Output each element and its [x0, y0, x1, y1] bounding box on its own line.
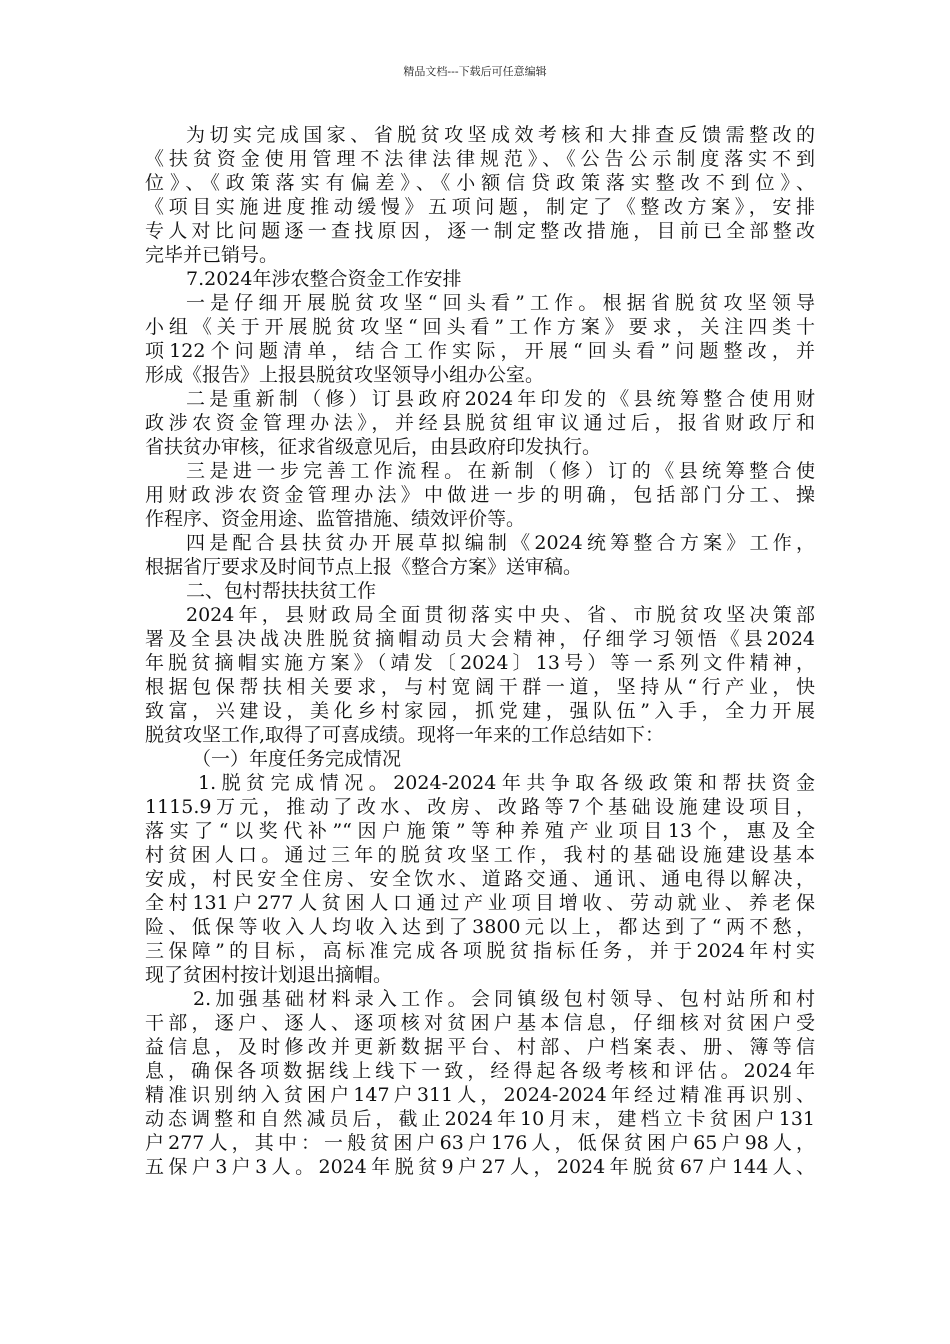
- text-line: 三保障”的目标，高标准完成各项脱贫指标任务，并于2024年村实: [145, 940, 815, 962]
- text-line: 五保户3户3人。2024年脱贫9户27人，2024年脱贫67户144人、: [145, 1156, 815, 1178]
- text-line: 根据包保帮扶相关要求，与村宽阔干群一道，坚持从“行产业，快: [145, 676, 815, 698]
- text-line: 专人对比问题逐一查找原因，逐一制定整改措施，目前已全部整改: [145, 220, 815, 242]
- text-line: 省扶贫办审核，征求省级意见后，由县政府印发执行。: [145, 436, 602, 458]
- text-line: 精准识别纳入贫困户147户311人，2024-2024年经过精准再识别、: [145, 1084, 815, 1106]
- text-line: 年脱贫摘帽实施方案》（靖发〔2024〕13号）等一系列文件精神，: [145, 652, 815, 674]
- text-line: 干部，逐户、逐人、逐项核对贫困户基本信息，仔细核对贫困户受: [145, 1012, 815, 1034]
- text-line: 全村131户277人贫困人口通过产业项目增收、劳动就业、养老保: [145, 892, 815, 914]
- text-line: 2.加强基础材料录入工作。会同镇级包村领导、包村站所和村: [193, 988, 815, 1010]
- text-line: 作程序、资金用途、监管措施、绩效评价等。: [145, 508, 526, 530]
- text-line: 2024年，县财政局全面贯彻落实中央、省、市脱贫攻坚决策部: [186, 604, 815, 626]
- text-line: 用财政涉农资金管理办法》中做进一步的明确，包括部门分工、操: [145, 484, 815, 506]
- text-line: 为切实完成国家、省脱贫攻坚成效考核和大排查反馈需整改的: [186, 124, 815, 146]
- text-line: （一）年度任务完成情况: [192, 748, 402, 770]
- text-line: 《项目实施进度推动缓慢》五项问题，制定了《整改方案》，安排: [145, 196, 815, 218]
- text-line: 1115.9万元，推动了改水、改房、改路等7个基础设施建设项目，: [145, 796, 815, 818]
- text-line: 形成《报告》上报县脱贫攻坚领导小组办公室。: [145, 364, 545, 386]
- text-line: 《扶贫资金使用管理不法律法律规范》、《公告公示制度落实不到: [145, 148, 815, 170]
- text-line: 完毕并已销号。: [145, 244, 279, 266]
- text-line: 三是进一步完善工作流程。在新制（修）订的《县统筹整合使: [186, 460, 815, 482]
- text-line: 二是重新制（修）订县政府2024年印发的《县统筹整合使用财: [186, 388, 815, 410]
- text-line: 安成，村民安全住房、安全饮水、道路交通、通讯、通电得以解决，: [145, 868, 815, 890]
- text-line: 小组《关于开展脱贫攻坚“回头看”工作方案》要求，关注四类十: [145, 316, 815, 338]
- text-line: 益信息，及时修改并更新数据平台、村部、户档案表、册、簿等信: [145, 1036, 815, 1058]
- text-line: 一是仔细开展脱贫攻坚“回头看”工作。根据省脱贫攻坚领导: [186, 292, 815, 314]
- text-line: 险、低保等收入人均收入达到了3800元以上，都达到了“两不愁，: [145, 916, 815, 938]
- text-line: 项122个问题清单，结合工作实际，开展“回头看”问题整改，并: [145, 340, 815, 362]
- text-line: 动态调整和自然减员后，截止2024年10月末，建档立卡贫困户131: [145, 1108, 815, 1130]
- text-line: 二、包村帮扶扶贫工作: [186, 580, 377, 602]
- text-line: 村贫困人口。通过三年的脱贫攻坚工作，我村的基础设施建设基本: [145, 844, 815, 866]
- document-body: [145, 123, 815, 1179]
- text-line: 1.脱贫完成情况。2024-2024年共争取各级政策和帮扶资金: [198, 772, 815, 794]
- text-line: 四是配合县扶贫办开展草拟编制《2024统筹整合方案》工作，: [186, 532, 815, 554]
- text-line: 落实了“以奖代补”“因户施策”等种养殖产业项目13个，惠及全: [145, 820, 815, 842]
- text-line: 现了贫困村按计划退出摘帽。: [145, 964, 393, 986]
- text-line: 署及全县决战决胜脱贫摘帽动员大会精神，仔细学习领悟《县2024: [145, 628, 815, 650]
- text-line: 根据省厅要求及时间节点上报《整合方案》送审稿。: [145, 556, 583, 578]
- text-line: 户277人，其中：一般贫困户63户176人，低保贫困户65户98人，: [145, 1132, 815, 1154]
- page-header: 精品文档---下载后可任意编辑: [403, 65, 547, 78]
- text-line: 位》、《政策落实有偏差》、《小额信贷政策落实整改不到位》、: [145, 172, 815, 194]
- text-line: 7.2024年涉农整合资金工作安排: [186, 268, 462, 290]
- text-line: 息，确保各项数据线上线下一致，经得起各级考核和评估。2024年: [145, 1060, 815, 1082]
- text-line: 脱贫攻坚工作,取得了可喜成绩。现将一年来的工作总结如下：: [145, 724, 665, 746]
- text-line: 政涉农资金管理办法》，并经县脱贫组审议通过后，报省财政厅和: [145, 412, 815, 434]
- text-line: 致富，兴建设，美化乡村家园，抓党建，强队伍”入手，全力开展: [145, 700, 815, 722]
